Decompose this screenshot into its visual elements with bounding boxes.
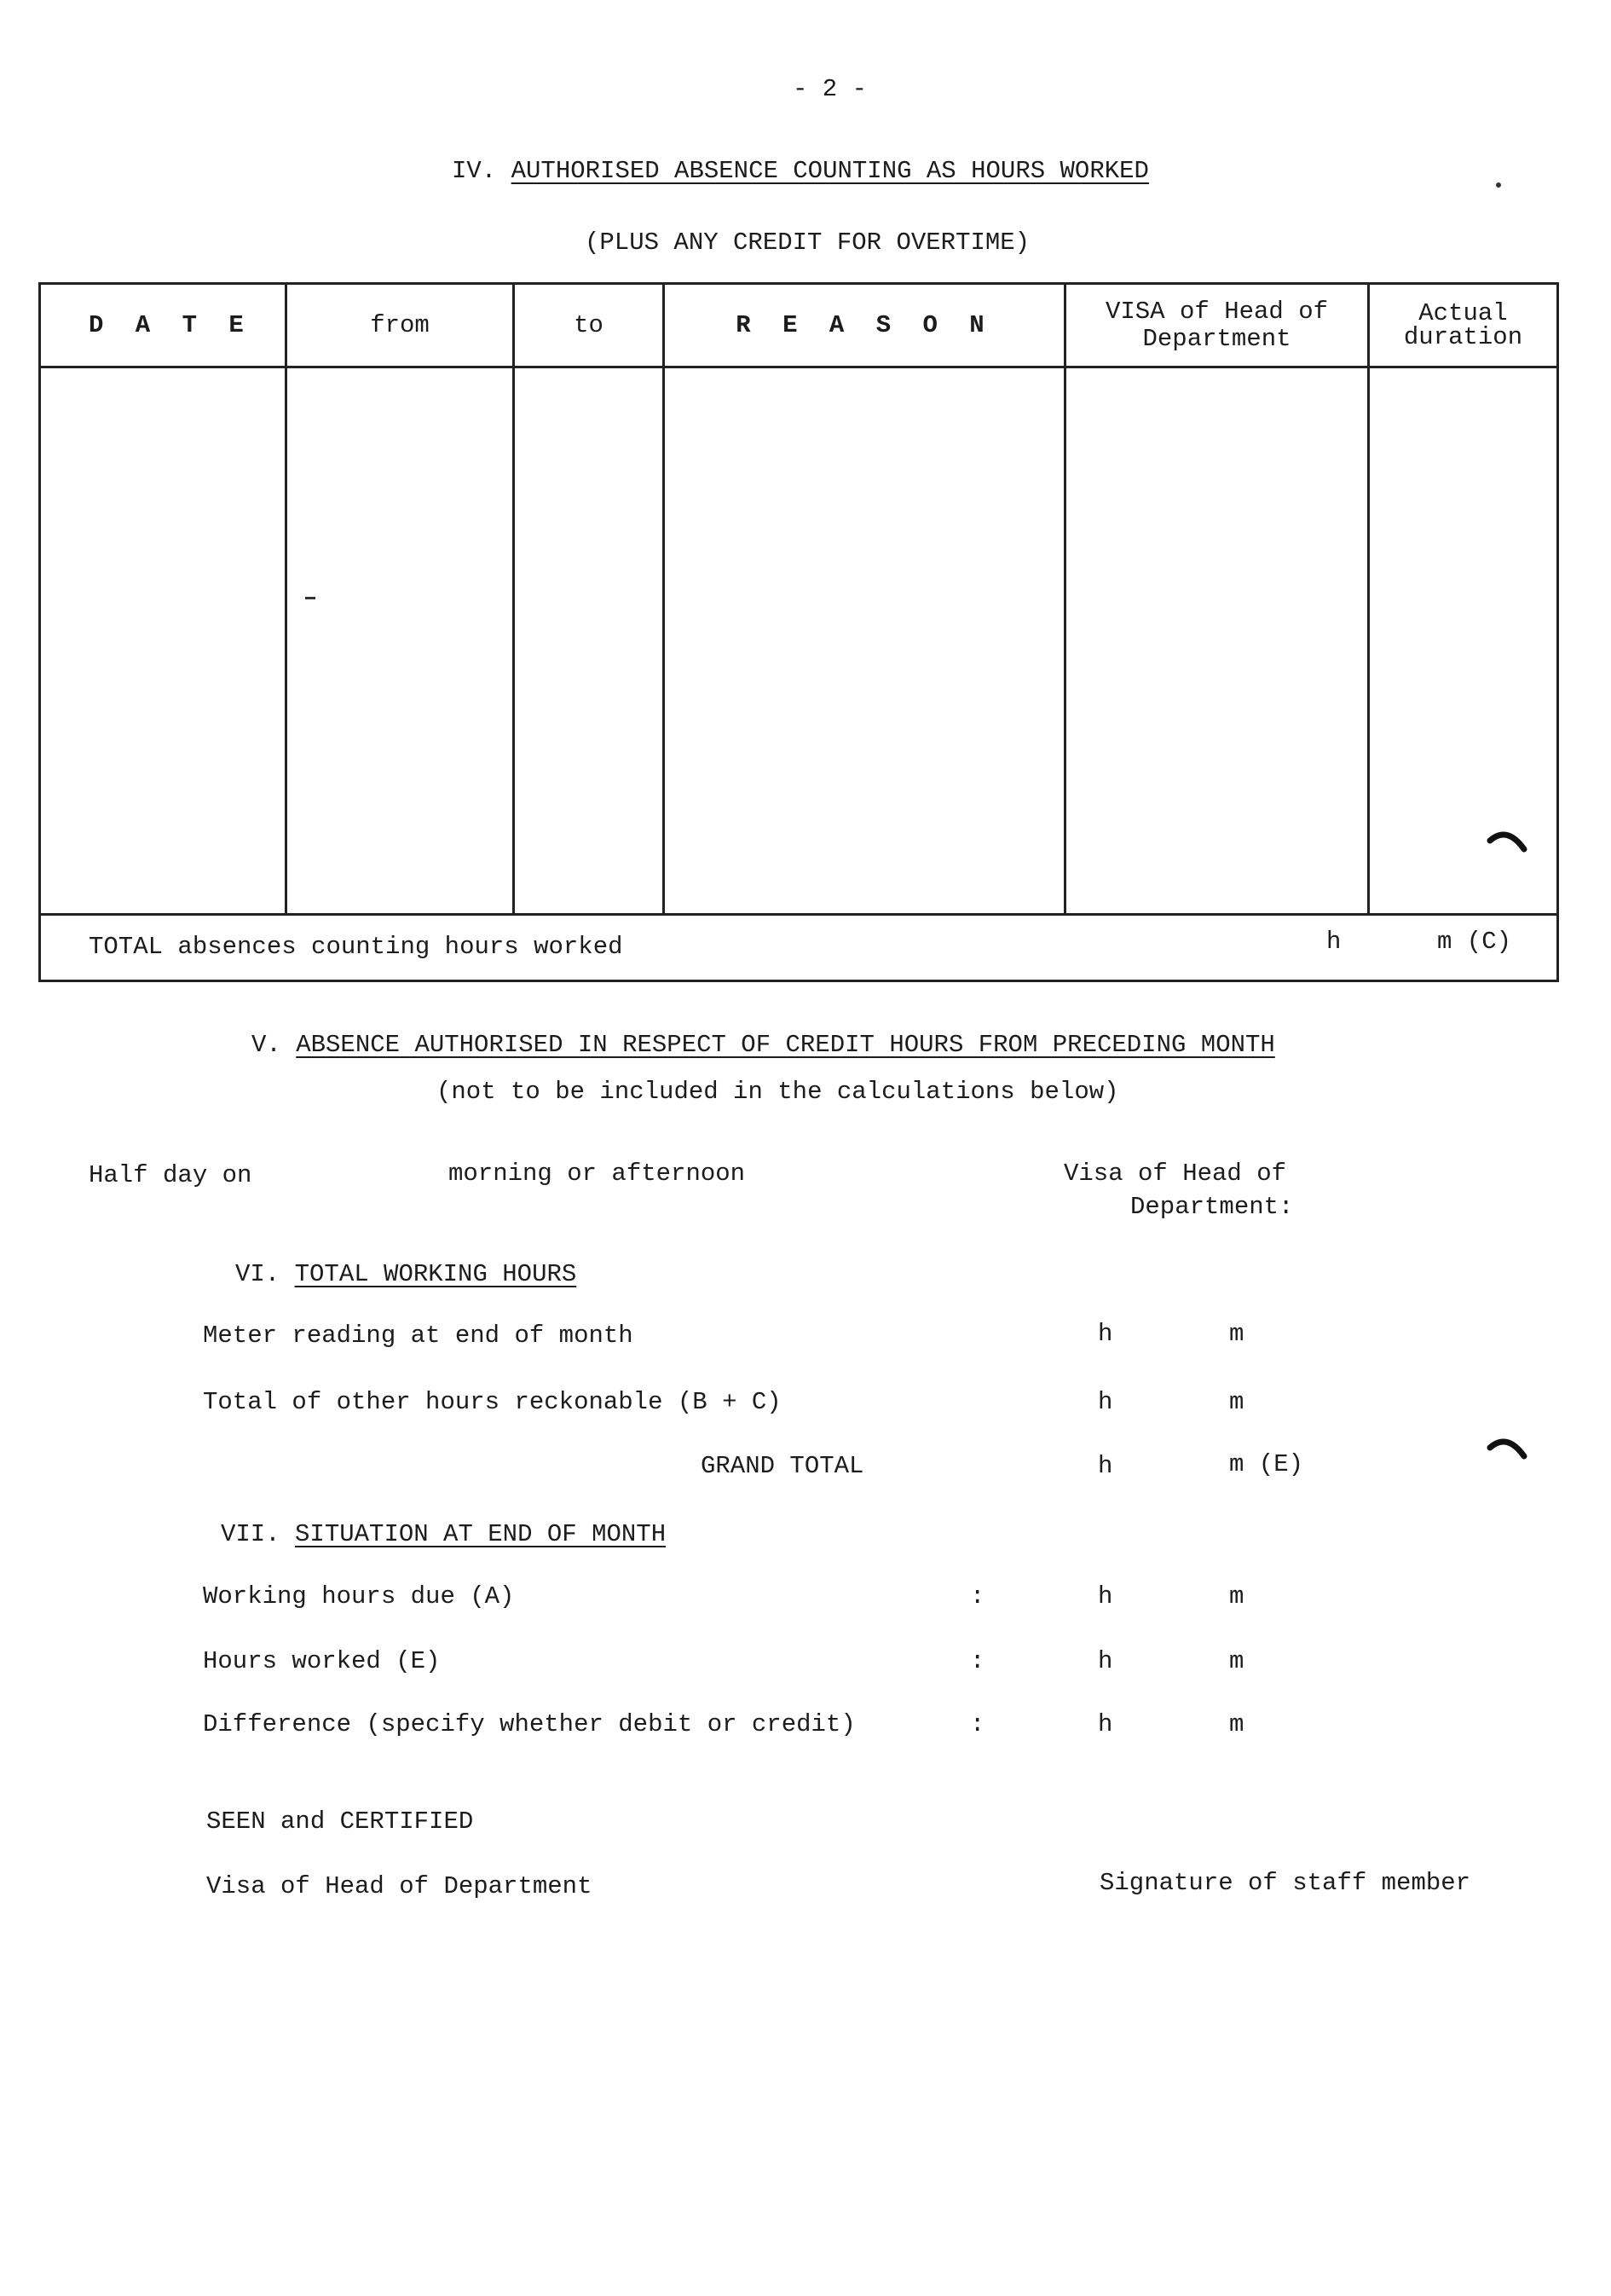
reason-entry-cell[interactable] (665, 368, 1064, 913)
from-entry-cell[interactable] (287, 368, 512, 913)
date-entry-cell[interactable] (41, 368, 285, 913)
section-v-heading (251, 1031, 1275, 1059)
section-v-title: ABSENCE AUTHORISED IN RESPECT OF CREDIT HOURS FROM PRECEDING MONTH (296, 1031, 1275, 1059)
difference-hours: h (1098, 1710, 1113, 1738)
table-total-divider (38, 913, 1559, 916)
section-iv-heading (452, 157, 1149, 185)
section-v-subtitle: (not to be included in the calculations below) (436, 1078, 1119, 1106)
morning-afternoon-label: morning or afternoon (448, 1160, 746, 1188)
section-vi-title: TOTAL WORKING HOURS (294, 1260, 577, 1288)
meter-reading-minutes: m (1229, 1320, 1244, 1348)
visa-head-label: Visa of Head of Department (206, 1872, 592, 1900)
section-iv-title: AUTHORISED ABSENCE COUNTING AS HOURS WORKED (511, 157, 1149, 185)
hours-due-hours: h (1098, 1582, 1113, 1611)
other-hours-minutes: m (1229, 1388, 1244, 1416)
duration-entry-cell[interactable] (1370, 368, 1556, 913)
difference-label: Difference (specify whether debit or credit) (203, 1710, 856, 1738)
col-header-date: D A T E (89, 310, 252, 339)
visa-label-line1: Visa of Head of (1064, 1160, 1287, 1188)
section-vii-numeral: VII. (221, 1520, 280, 1548)
meter-reading-hours: h (1098, 1320, 1113, 1348)
other-hours-hours: h (1098, 1388, 1113, 1416)
col-header-from: from (370, 310, 430, 339)
page-number: - 2 - (793, 75, 868, 103)
punch-hole-mark (1487, 1432, 1527, 1463)
section-iv-numeral: IV. (452, 157, 497, 185)
hours-worked-hours: h (1098, 1647, 1113, 1675)
hours-due-minutes: m (1229, 1582, 1244, 1611)
col-header-duration: Actual duration (1403, 298, 1523, 351)
total-hours-unit: h (1326, 928, 1342, 956)
difference-minutes: m (1229, 1710, 1244, 1738)
total-absences-label: TOTAL absences counting hours worked (89, 933, 623, 961)
total-minutes-unit: m (C) (1437, 928, 1512, 956)
col-header-visa: VISA of Head of Department (1105, 297, 1329, 353)
grand-total-minutes: m (E) (1229, 1450, 1304, 1478)
hours-worked-label: Hours worked (E) (203, 1647, 441, 1675)
section-v-numeral: V. (251, 1031, 281, 1059)
hours-worked-minutes: m (1229, 1647, 1244, 1675)
other-hours-label: Total of other hours reckonable (B + C) (203, 1388, 782, 1416)
staff-signature-label: Signature of staff member (1100, 1869, 1471, 1897)
punch-hole-mark (1487, 825, 1527, 856)
visa-label-line2: Department: (1130, 1193, 1294, 1221)
grand-total-hours: h (1098, 1452, 1113, 1480)
section-iv-subtitle: (PLUS ANY CREDIT FOR OVERTIME) (585, 228, 1031, 257)
hours-due-colon: : (970, 1582, 985, 1611)
scan-speck (305, 597, 315, 599)
hours-worked-colon: : (970, 1647, 985, 1675)
section-vii-heading (221, 1520, 666, 1548)
grand-total-label: GRAND TOTAL (701, 1452, 864, 1480)
scan-speck (1496, 182, 1501, 188)
section-vii-title: SITUATION AT END OF MONTH (295, 1520, 667, 1548)
to-entry-cell[interactable] (515, 368, 662, 913)
col-header-reason: R E A S O N (736, 310, 993, 339)
section-vi-numeral: VI. (235, 1260, 280, 1288)
section-vi-heading (235, 1260, 576, 1288)
visa-entry-cell[interactable] (1066, 368, 1367, 913)
hours-due-label: Working hours due (A) (203, 1582, 515, 1611)
meter-reading-label: Meter reading at end of month (203, 1322, 633, 1350)
seen-certified-label: SEEN and CERTIFIED (206, 1807, 474, 1836)
col-header-to: to (574, 310, 603, 339)
difference-colon: : (970, 1710, 985, 1738)
half-day-label: Half day on (89, 1161, 252, 1189)
